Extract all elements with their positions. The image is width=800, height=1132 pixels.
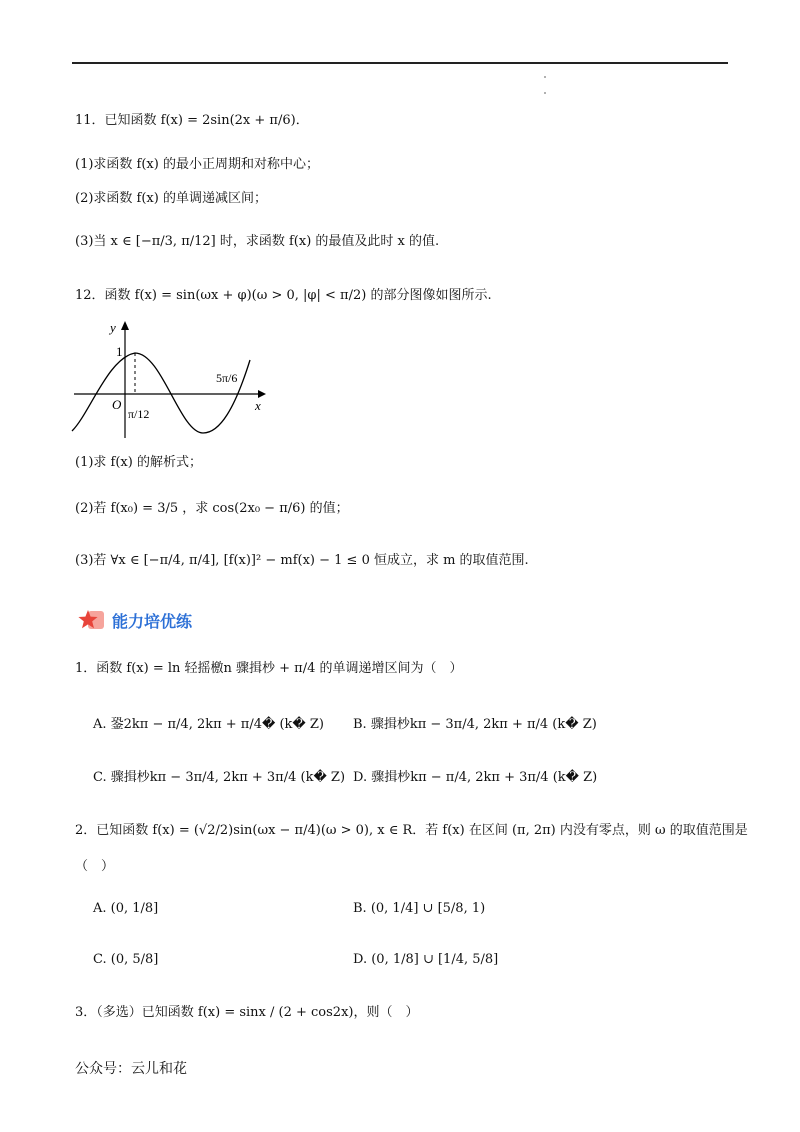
q12-part-1: (1)求 f(x) 的解析式； (75, 455, 202, 470)
q11-part-1: (1)求函数 f(x) 的最小正周期和对称中心； (75, 157, 319, 172)
footer-note: 公众号：云儿和花 (75, 1061, 187, 1077)
mc1-stem: 1．函数 f(x) = ln 轻摇檄n 骤揖杪 + π/4 的单调递增区间为（ ） (75, 661, 463, 676)
mc2-option-b: B. (0, 1/4] ∪ [5/8, 1) (353, 901, 486, 916)
sine-curve (72, 353, 250, 433)
mc2-stem: 2．已知函数 f(x) = (√2/2)sin(ωx − π/4)(ω > 0), x ∈ R．若 f(x) 在区间 (π, 2π) 内没有零点，则 ω 的取值范围是 (75, 823, 748, 838)
x-tick-label-2: 5π/6 (216, 371, 238, 385)
mc1-option-b: B. 骤揖杪kπ − 3π/4, 2kπ + π/4 (k� Z) (353, 717, 597, 732)
section-header (78, 606, 192, 634)
mc1-option-d: D. 骤揖杪kπ − π/4, 2kπ + 3π/4 (k� Z) (353, 770, 598, 785)
x-axis-label: x (255, 398, 261, 413)
q12-part-3: (3)若 ∀x ∈ [−π/4, π/4], [f(x)]² − mf(x) − 1 ≤ 0 恒成立，求 m 的取值范围. (75, 553, 529, 568)
y-axis-label: y (110, 320, 116, 335)
q12-stem: 12．函数 f(x) = sin(ωx + φ)(ω > 0, |φ| < π/2) 的部分图像如图所示. (75, 288, 492, 303)
x-axis-arrow-icon (258, 390, 266, 398)
scan-dot (544, 76, 546, 78)
origin-label: O (112, 397, 122, 412)
star-icon (78, 609, 104, 631)
mc3-stem: 3．（多选）已知函数 f(x) = sinx / (2 + cos2x)，则（ ） (75, 1005, 419, 1020)
mc1-option-c: C. 骤揖杪kπ − 3π/4, 2kπ + 3π/4 (k� Z) (93, 770, 346, 785)
mc2-option-d: D. (0, 1/8] ∪ [1/4, 5/8] (353, 952, 499, 967)
x-tick-label-1: π/12 (128, 407, 150, 421)
y-tick-label: 1 (116, 344, 123, 359)
scan-dot (544, 92, 546, 94)
y-axis-arrow-icon (121, 321, 129, 330)
header-rule (72, 62, 728, 64)
q11-part-2: (2)求函数 f(x) 的单调递减区间； (75, 191, 267, 206)
q11-stem: 11．已知函数 f(x) = 2sin(2x + π/6)． (75, 113, 309, 128)
mc2-option-a: A. (0, 1/8] (93, 901, 159, 916)
mc2-paren: （ ） (75, 859, 115, 874)
q12-part-2: (2)若 f(x₀) = 3/5 ，求 cos(2x₀ − π/6) 的值； (75, 501, 349, 516)
section-title: 能力培优练 (112, 611, 193, 631)
q11-part-3: (3)当 x ∈ [−π/3, π/12] 时，求函数 f(x) 的最值及此时 x 的值. (75, 234, 440, 249)
mc2-option-c: C. (0, 5/8] (93, 952, 159, 967)
sine-graph (70, 318, 270, 440)
mc1-option-a: A. 銎2kπ − π/4, 2kπ + π/4� (k� Z) (93, 717, 324, 732)
